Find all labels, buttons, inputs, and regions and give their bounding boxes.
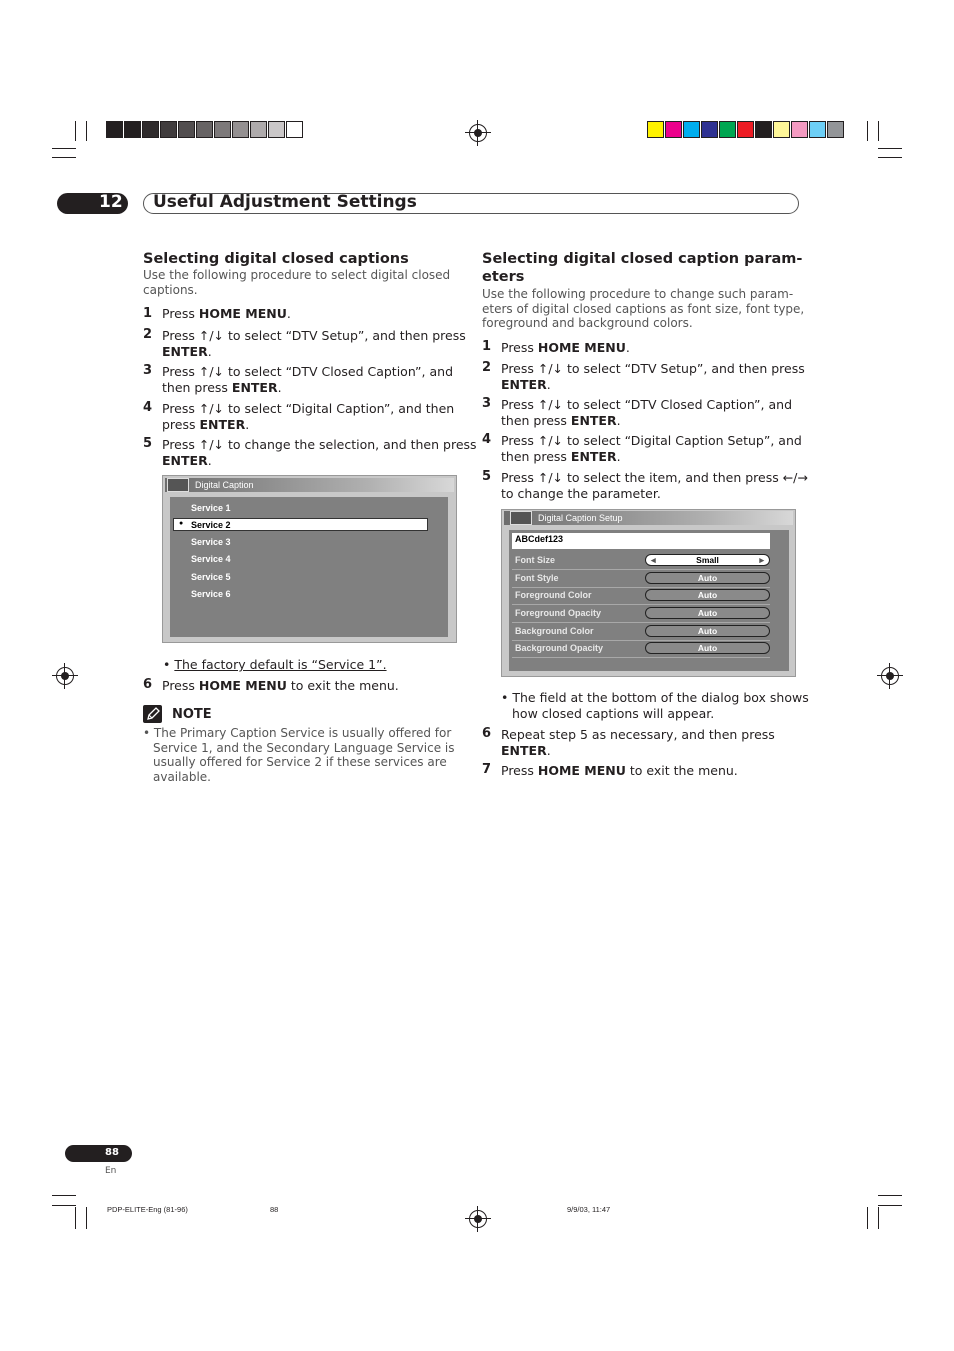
color-swatch <box>809 121 826 138</box>
page-number-badge <box>65 1145 132 1162</box>
service-item[interactable]: Service 1 <box>191 503 231 513</box>
step-4 <box>501 433 802 465</box>
color-swatch <box>719 121 736 138</box>
setting-value: Small <box>696 555 719 565</box>
color-swatch <box>683 121 700 138</box>
step-5 <box>501 470 808 502</box>
color-swatch <box>268 121 285 138</box>
step-text: . <box>616 413 621 428</box>
note-line: Service 1, and the Secondary Language Service is <box>153 740 455 755</box>
registration-mark-icon <box>469 1210 487 1228</box>
factory-default-text: The factory default is “Service 1”. <box>174 657 387 672</box>
step-number: 6 <box>143 677 153 692</box>
chapter-title: Useful Adjustment Settings <box>153 192 417 212</box>
color-swatch <box>250 121 267 138</box>
registration-mark-icon <box>881 667 899 685</box>
row-divider <box>512 622 770 623</box>
step-number: 5 <box>482 469 492 484</box>
note-line: usually offered for Service 2 if these services are <box>153 755 447 770</box>
service-item[interactable]: Service 3 <box>191 537 231 547</box>
step-text: Repeat step 5 as necessary, and then press <box>501 727 775 742</box>
row-divider <box>512 604 770 605</box>
step-text: Press <box>501 340 538 355</box>
color-swatch <box>773 121 790 138</box>
setting-label-font-size: Font Size <box>515 555 555 565</box>
step-text: . <box>207 453 212 468</box>
step-text: . <box>625 340 630 355</box>
step-3 <box>501 397 792 429</box>
color-swatch <box>106 121 123 138</box>
color-swatch <box>286 121 303 138</box>
foreground-opacity-selector[interactable]: Auto <box>645 607 770 619</box>
service-item[interactable]: Service 6 <box>191 589 231 599</box>
caption-preview-text: ABCdef123 <box>515 534 564 544</box>
step-2 <box>501 361 805 393</box>
row-divider <box>512 569 770 570</box>
font-size-selector[interactable] <box>645 554 770 566</box>
step-4 <box>162 401 454 433</box>
step-number: 1 <box>482 339 492 354</box>
step-1 <box>501 340 630 356</box>
heading-line: eters <box>482 269 525 285</box>
step-6 <box>162 678 399 694</box>
color-swatch <box>755 121 772 138</box>
language-code: En <box>105 1166 117 1176</box>
screen-title: Digital Caption <box>195 480 254 490</box>
step-7 <box>501 763 738 779</box>
row-divider <box>512 587 770 588</box>
step-key: ENTER <box>231 380 278 395</box>
step-text: . <box>207 344 212 359</box>
heading-line: Selecting digital closed caption param- <box>482 251 803 267</box>
section-intro <box>143 268 450 297</box>
color-swatch <box>665 121 682 138</box>
note-line: • The Primary Caption Service is usually offered for <box>143 726 452 740</box>
selected-marker-icon: ● <box>179 520 184 527</box>
step-5 <box>162 437 477 469</box>
step-text: to exit the menu. <box>286 678 399 693</box>
color-swatch <box>737 121 754 138</box>
step-number: 4 <box>143 400 153 415</box>
section-heading <box>482 250 802 286</box>
setting-label-background-opacity: Background Opacity <box>515 643 604 653</box>
step-key: HOME MENU <box>537 763 626 778</box>
step-6 <box>501 727 775 759</box>
arrow-left-icon[interactable]: ◄ <box>649 555 658 565</box>
step-text: . <box>245 417 250 432</box>
setting-label-font-style: Font Style <box>515 573 559 583</box>
step-number: 6 <box>482 726 492 741</box>
print-file-name: PDP-ELITE-Eng (81-96) <box>107 1205 188 1214</box>
color-swatch <box>160 121 177 138</box>
step-key: HOME MENU <box>537 340 626 355</box>
step-text: to exit the menu. <box>625 763 738 778</box>
preview-field-note <box>501 690 809 722</box>
background-opacity-selector[interactable]: Auto <box>645 642 770 654</box>
intro-line: foreground and background colors. <box>482 316 693 331</box>
note-line: how closed captions will appear. <box>512 706 715 721</box>
step-text: to change the parameter. <box>501 486 661 501</box>
step-key: ENTER <box>501 377 547 392</box>
step-text: Press ↑/↓ to select “DTV Setup”, and then press <box>162 328 466 343</box>
color-swatch <box>124 121 141 138</box>
background-color-selector[interactable]: Auto <box>645 625 770 637</box>
bullet-marker: • <box>163 657 175 672</box>
menu-icon <box>510 511 532 525</box>
intro-line: Use the following procedure to select digital closed <box>143 268 451 282</box>
step-text: . <box>546 743 551 758</box>
section-intro <box>482 287 804 331</box>
chapter-number: 12 <box>99 192 123 212</box>
section-heading: Selecting digital closed captions <box>143 251 409 267</box>
step-text: . <box>286 306 291 321</box>
menu-icon <box>167 478 189 492</box>
step-number: 4 <box>482 432 492 447</box>
step-1 <box>162 306 291 322</box>
intro-line: eters of digital closed captions as font size, font type, <box>482 301 805 316</box>
color-swatch <box>791 121 808 138</box>
step-text: Press ↑/↓ to change the selection, and then press <box>162 437 477 452</box>
step-key: HOME MENU <box>198 678 287 693</box>
registration-mark-icon <box>469 124 487 142</box>
step-number: 5 <box>143 436 153 451</box>
note-label: NOTE <box>172 707 212 722</box>
color-swatch <box>214 121 231 138</box>
setting-label-foreground-color: Foreground Color <box>515 590 592 600</box>
step-key: ENTER <box>199 417 246 432</box>
step-key: ENTER <box>570 413 617 428</box>
registration-mark-icon <box>56 667 74 685</box>
color-swatch <box>178 121 195 138</box>
step-key: ENTER <box>570 449 617 464</box>
step-text: press <box>162 417 200 432</box>
step-text: Press ↑/↓ to select “Digital Caption Setup”, and <box>501 433 802 448</box>
step-key: ENTER <box>162 453 208 468</box>
service-item-selected[interactable]: Service 2 <box>191 520 231 530</box>
screen-title: Digital Caption Setup <box>538 513 623 523</box>
note-line: • The field at the bottom of the dialog box shows <box>501 690 809 705</box>
step-2 <box>162 328 466 360</box>
step-text: then press <box>501 449 571 464</box>
service-item[interactable]: Service 4 <box>191 554 231 564</box>
step-3 <box>162 364 453 396</box>
step-text: Press ↑/↓ to select “DTV Closed Caption”, and <box>162 364 453 379</box>
step-text: Press <box>501 763 538 778</box>
row-divider <box>512 657 770 658</box>
color-swatch <box>701 121 718 138</box>
step-text: . <box>277 380 282 395</box>
service-item[interactable]: Service 5 <box>191 572 231 582</box>
foreground-color-selector[interactable]: Auto <box>645 589 770 601</box>
step-key: ENTER <box>162 344 208 359</box>
step-text: . <box>616 449 621 464</box>
step-number: 1 <box>143 306 153 321</box>
setting-label-background-color: Background Color <box>515 626 594 636</box>
note-text <box>143 726 454 784</box>
note-pencil-icon <box>143 705 162 723</box>
setting-label-foreground-opacity: Foreground Opacity <box>515 608 602 618</box>
print-page-number: 88 <box>270 1205 279 1214</box>
note-line: available. <box>153 769 211 784</box>
factory-default-note <box>163 657 387 673</box>
step-key: HOME MENU <box>198 306 287 321</box>
color-swatch <box>232 121 249 138</box>
step-number: 3 <box>143 363 153 378</box>
step-text: Press ↑/↓ to select “Digital Caption”, and then <box>162 401 455 416</box>
arrow-right-icon[interactable]: ► <box>757 555 766 565</box>
step-key: ENTER <box>501 743 547 758</box>
step-number: 2 <box>143 327 153 342</box>
intro-line: Use the following procedure to change such param- <box>482 287 794 301</box>
step-text: Press ↑/↓ to select “DTV Closed Caption”, and <box>501 397 792 412</box>
color-swatch <box>142 121 159 138</box>
color-swatch <box>196 121 213 138</box>
step-number: 3 <box>482 396 492 411</box>
font-style-selector[interactable]: Auto <box>645 572 770 584</box>
step-text: Press ↑/↓ to select “DTV Setup”, and then press <box>501 361 805 376</box>
color-swatch <box>827 121 844 138</box>
step-text: Press ↑/↓ to select the item, and then press ←/→ <box>501 470 808 485</box>
step-text: Press <box>162 678 199 693</box>
row-divider <box>512 640 770 641</box>
step-text: . <box>546 377 551 392</box>
step-text: then press <box>162 380 232 395</box>
step-text: then press <box>501 413 571 428</box>
color-swatch <box>647 121 664 138</box>
intro-line: captions. <box>143 282 198 297</box>
step-number: 7 <box>482 762 492 777</box>
step-number: 2 <box>482 360 492 375</box>
step-text: Press <box>162 306 199 321</box>
print-timestamp: 9/9/03, 11:47 <box>567 1205 611 1214</box>
page-number: 88 <box>105 1147 119 1158</box>
